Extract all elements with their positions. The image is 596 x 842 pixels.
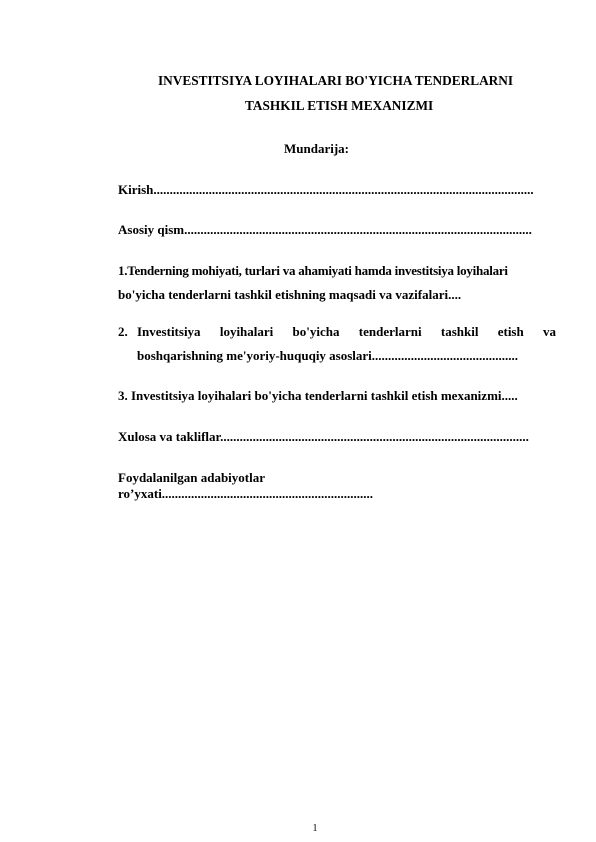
toc-entry-asosiy-qism: Asosiy qism...........................................................................................................: [118, 222, 532, 237]
document-title-line-2: TASHKIL ETISH MEXANIZMI: [245, 98, 434, 113]
toc-entry-adabiyotlar-line-1: Foydalanilgan adabiyotlar: [118, 470, 265, 485]
toc-entry-xulosa: Xulosa va takliflar...............................................................................................: [118, 429, 529, 444]
toc-entry-2-line-1: [137, 324, 556, 340]
document-title-line-1: INVESTITSIYA LOYIHALARI BO'YICHA TENDERLARNI: [158, 73, 514, 88]
toc-entry-2-line-2: boshqarishning me'yoriy-huquqiy asoslari.............................................: [137, 348, 519, 363]
toc-entry-2-word: loyihalari: [219, 324, 274, 339]
toc-entry-2-number: 2.: [118, 324, 128, 339]
toc-entry-1-line-2: bo'yicha tenderlarni tashkil etishning maqsadi va vazifalari....: [118, 287, 462, 302]
toc-entry-2-word: tashkil: [440, 324, 479, 339]
toc-entry-1-line-1: 1.Tenderning mohiyati, turlari va ahamiyati hamda investitsiya loyihalari: [118, 263, 508, 278]
toc-entry-3: 3. Investitsiya loyihalari bo'yicha tenderlarni tashkil etish mexanizmi.....: [118, 388, 518, 403]
contents-heading: Mundarija:: [284, 141, 349, 156]
toc-entry-2-word: tenderlarni: [358, 324, 422, 339]
toc-entry-2-word: bo'yicha: [292, 324, 340, 339]
page-number: 1: [312, 823, 318, 834]
toc-entry-adabiyotlar-line-2: ro’yxati.................................................................: [118, 486, 374, 501]
toc-entry-2-word: va: [542, 324, 556, 339]
toc-entry-2-word: etish: [497, 324, 524, 339]
toc-entry-kirish: Kirish.....................................................................................................................: [118, 182, 534, 197]
toc-entry-2-word: Investitsiya: [137, 324, 201, 339]
